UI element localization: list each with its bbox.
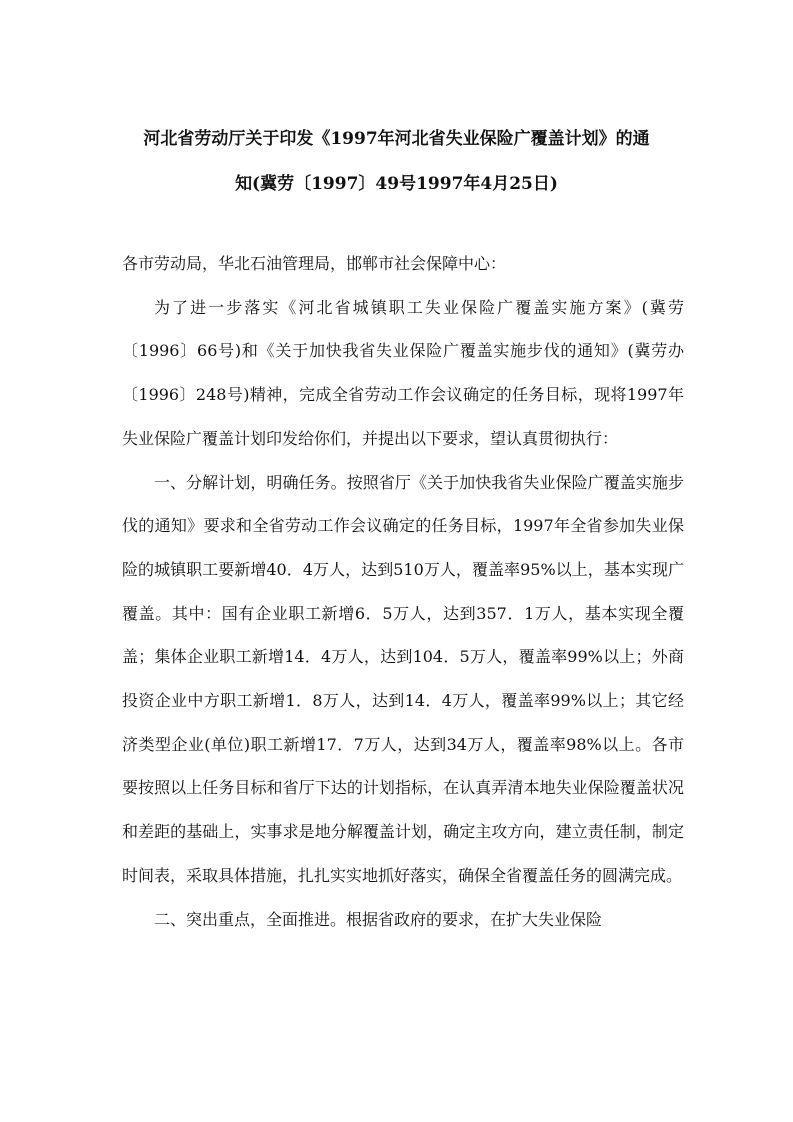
salutation: 各市劳动局，华北石油管理局，邯郸市社会保障中心： — [122, 254, 507, 273]
document-body — [122, 242, 684, 941]
paragraph-section-1: 一、分解计划，明确任务。按照省厅《关于加快我省失业保险广覆盖实施步伐的通知》要求和全省劳动工作会议确定的任务目标，1997年全省参加失业保险的城镇职工要新增40．4万人，达到510万人，覆盖率95%以上，基本实现广覆盖。其中：国有企业职工新增6．5万人，达到357．1万人，基本实现全覆盖；集体企业职工新增14．4万人，达到104．5万人，覆盖率99%以上；外商投资企业中方职工新增1．8万人，达到14．4万人，覆盖率99%以上；其它经济类型企业(单位)职工新增17．7万人，达到34万人，覆盖率98%以上。各市要按照以上任务目标和省厅下达的计划指标，在认真弄清本地失业保险覆盖状况和差距的基础上，实事求是地分解覆盖计划，确定主攻方向，建立责任制，制定时间表，采取具体措施，扎扎实实地抓好落实，确保全省覆盖任务的圆满完成。 — [122, 472, 684, 885]
document-title-line-2: 知(冀劳〔1997〕49号1997年4月25日) — [235, 174, 558, 194]
paragraph-intro: 为了进一步落实《河北省城镇职工失业保险广覆盖实施方案》(冀劳〔1996〕66号)和《关于加快我省失业保险广覆盖实施步伐的通知》(冀劳办〔1996〕248号)精神，完成全省劳动工作会议确定的任务目标，现将1997年失业保险广覆盖计划印发给你们，并提出以下要求，望认真贯彻执行： — [122, 297, 684, 448]
paragraph-section-2: 二、突出重点，全面推进。根据省政府的要求，在扩大失业保险 — [154, 909, 603, 929]
document-title-line-1: 河北省劳动厅关于印发《1997年河北省失业保险广覆盖计划》的通 — [143, 129, 650, 149]
